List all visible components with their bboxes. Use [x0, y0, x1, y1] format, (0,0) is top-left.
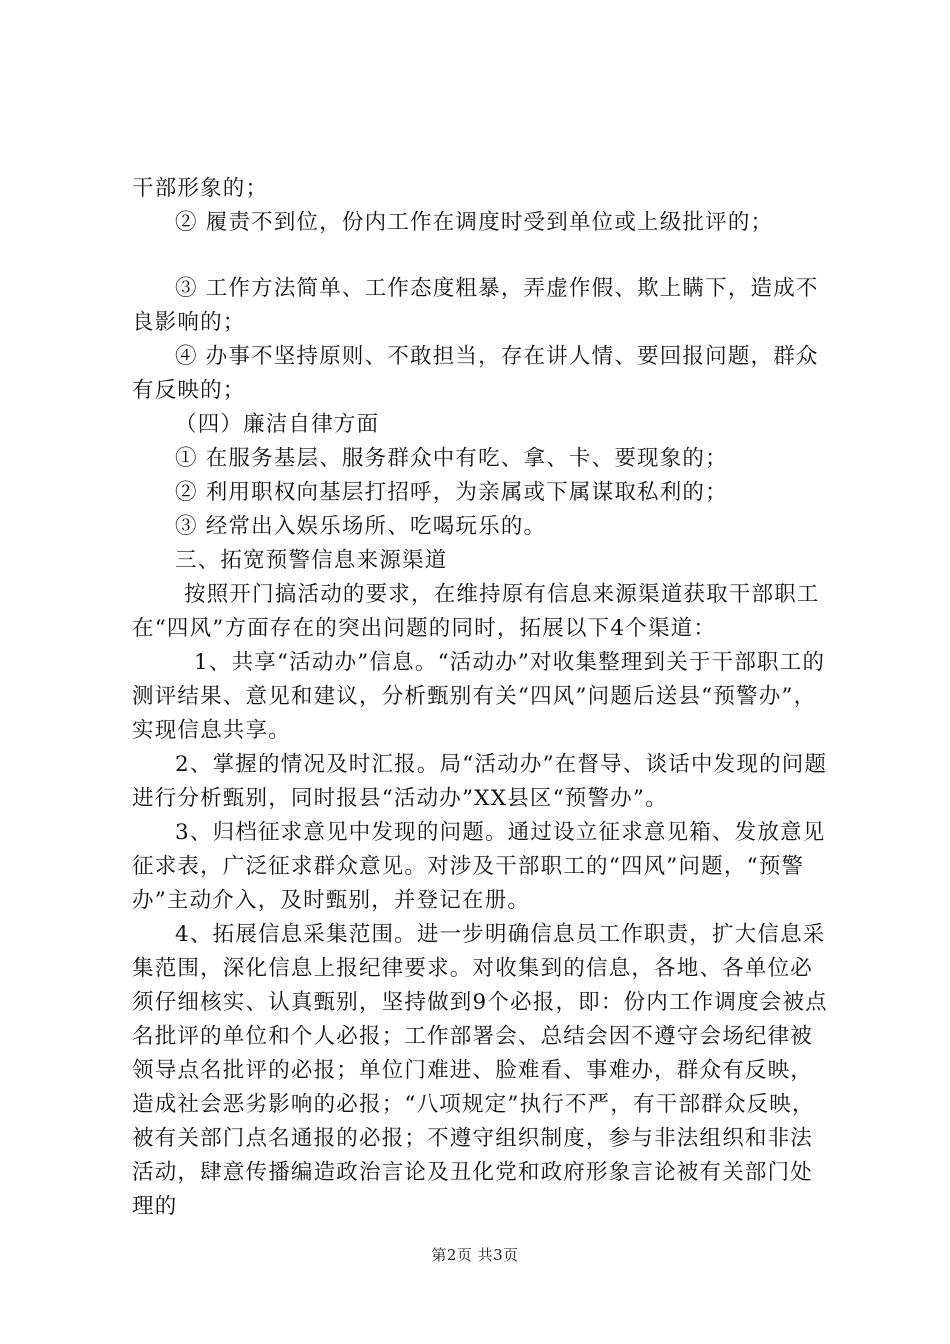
section-heading-channels: 三、拓宽预警信息来源渠道	[175, 548, 448, 573]
list-item-integrity-1: ① 在服务基层、服务群众中有吃、拿、卡、要现象的；	[175, 446, 728, 471]
paragraph-channels-intro: 按照开门搞活动的要求，在维持原有信息来源渠道获取干部职工在“四风”方面存在的突出问题的同时，拓展以下4个渠道：	[132, 582, 820, 641]
paragraph-continuation: 干部形象的；	[132, 176, 269, 201]
list-item-integrity-2: ② 利用职权向基层打招呼，为亲属或下属谋取私利的；	[175, 480, 728, 505]
paragraph-channel-2: 2、掌握的情况及时汇报。局“活动办”在督导、谈话中发现的问题进行分析甄别，同时报县“活动办”XX县区“预警办”。	[132, 752, 828, 811]
page-number-footer: 第2页 共3页	[431, 1246, 519, 1264]
list-item-duty: ② 履责不到位，份内工作在调度时受到单位或上级批评的；	[175, 210, 774, 235]
paragraph-channel-3: 3、归档征求意见中发现的问题。通过设立征求意见箱、发放意见征求表，广泛征求群众意见。对涉及干部职工的“四风”问题，“预警办”主动介入，及时甄别，并登记在册。	[132, 820, 826, 913]
list-item-work-method: ③ 工作方法简单、工作态度粗暴，弄虚作假、欺上瞒下，造成不良影响的；	[132, 276, 819, 335]
section-heading-integrity: （四）廉洁自律方面	[175, 412, 380, 437]
blank-line	[132, 240, 832, 272]
list-item-principle: ④ 办事不坚持原则、不敢担当，存在讲人情、要回报问题，群众有反映的；	[132, 344, 819, 403]
list-item-integrity-3: ③ 经常出入娱乐场所、吃喝玩乐的。	[175, 514, 547, 539]
paragraph-channel-1: 1、共享“活动办”信息。“活动办”对收集整理到关于干部职工的测评结果、意见和建议，分析甄别有关“四风”问题后送县“预警办”，实现信息共享。	[132, 650, 826, 743]
document-body	[132, 172, 832, 1224]
paragraph-channel-4: 4、拓展信息采集范围。进一步明确信息员工作职责，扩大信息采集范围，深化信息上报纪律要求。对收集到的信息，各地、各单位必须仔细核实、认真甄别，坚持做到9个必报，即：份内工作调度会被点名批评的单位和个人必报；工作部署会、总结会因不遵守会场纪律被领导点名批评的必报；单位门难进、脸难看、事难办，群众有反映，造成社会恶劣影响的必报；“八项规定”执行不严，有干部群众反映，被有关部门点名通报的必报；不遵守组织制度，参与非法组织和非法活动，肆意传播编造政治言论及丑化党和政府形象言论被有关部门处理的	[132, 922, 828, 1219]
